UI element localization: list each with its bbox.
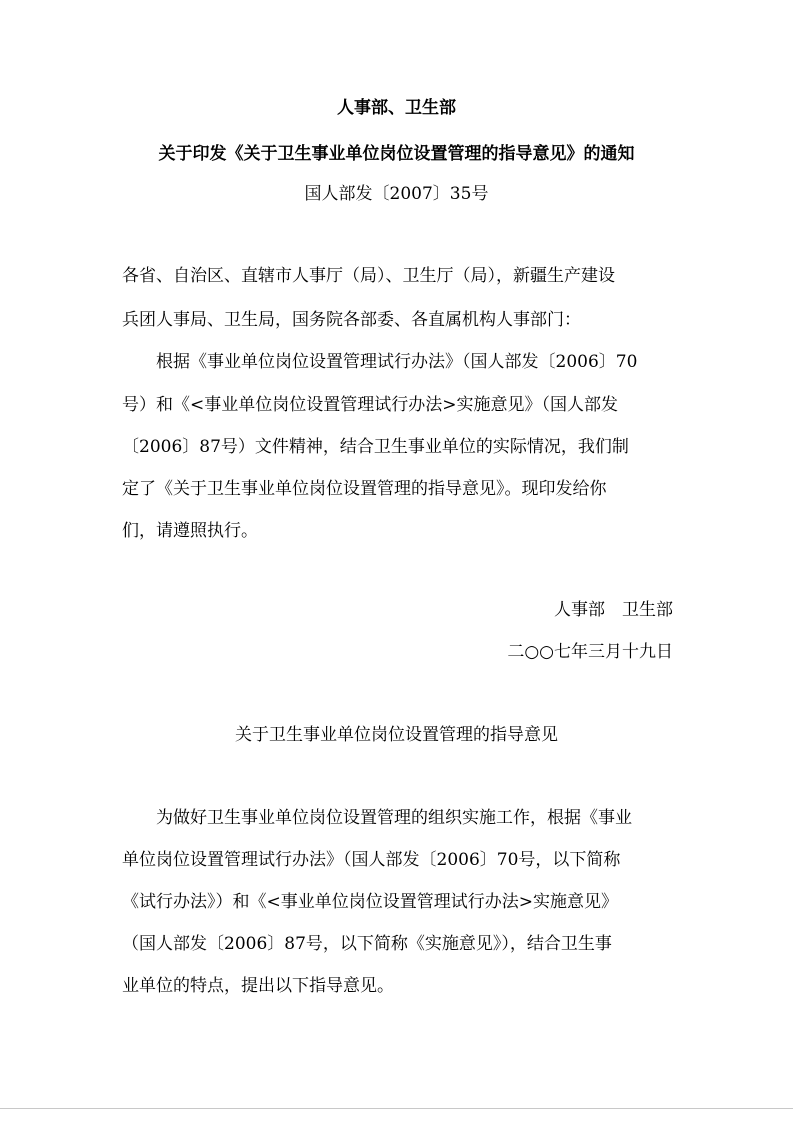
notice-body-line-1: 根据《事业单位岗位设置管理试行办法》（国人部发〔2006〕70	[156, 352, 638, 372]
page-bottom-divider	[0, 1108, 793, 1109]
notice-body-line-2: 号）和《<事业单位岗位设置管理试行办法>实施意见》（国人部发	[122, 395, 618, 415]
opinion-title: 关于卫生事业单位岗位设置管理的指导意见	[235, 725, 558, 745]
issue-date: 二○○七年三月十九日	[507, 642, 673, 662]
opinion-line-2: 单位岗位设置管理试行办法》（国人部发〔2006〕70号，以下简称	[122, 850, 621, 870]
opinion-line-4: （国人部发〔2006〕87号，以下简称《实施意见》），结合卫生事	[122, 934, 612, 954]
opinion-line-5: 业单位的特点，提出以下指导意见。	[122, 976, 394, 996]
document-number: 国人部发〔2007〕35号	[304, 184, 489, 204]
opinion-line-1: 为做好卫生事业单位岗位设置管理的组织实施工作，根据《事业	[156, 808, 632, 828]
issuer-heading: 人事部、卫生部	[337, 98, 456, 118]
notice-body-line-3: 〔2006〕87号）文件精神，结合卫生事业单位的实际情况，我们制	[122, 437, 629, 457]
opinion-line-3: 《试行办法》）和《<事业单位岗位设置管理试行办法>实施意见》	[122, 892, 618, 912]
notice-body-line-5: 们，请遵照执行。	[122, 521, 258, 541]
addressee-line-1: 各省、自治区、直辖市人事厅（局）、卫生厅（局），新疆生产建设	[122, 266, 615, 286]
notice-body-line-4: 定了《关于卫生事业单位岗位设置管理的指导意见》。现印发给你	[122, 479, 607, 499]
notice-title: 关于印发《关于卫生事业单位岗位设置管理的指导意见》的通知	[158, 144, 635, 164]
signature: 人事部 卫生部	[554, 600, 673, 620]
addressee-line-2: 兵团人事局、卫生局，国务院各部委、各直属机构人事部门：	[122, 310, 581, 330]
